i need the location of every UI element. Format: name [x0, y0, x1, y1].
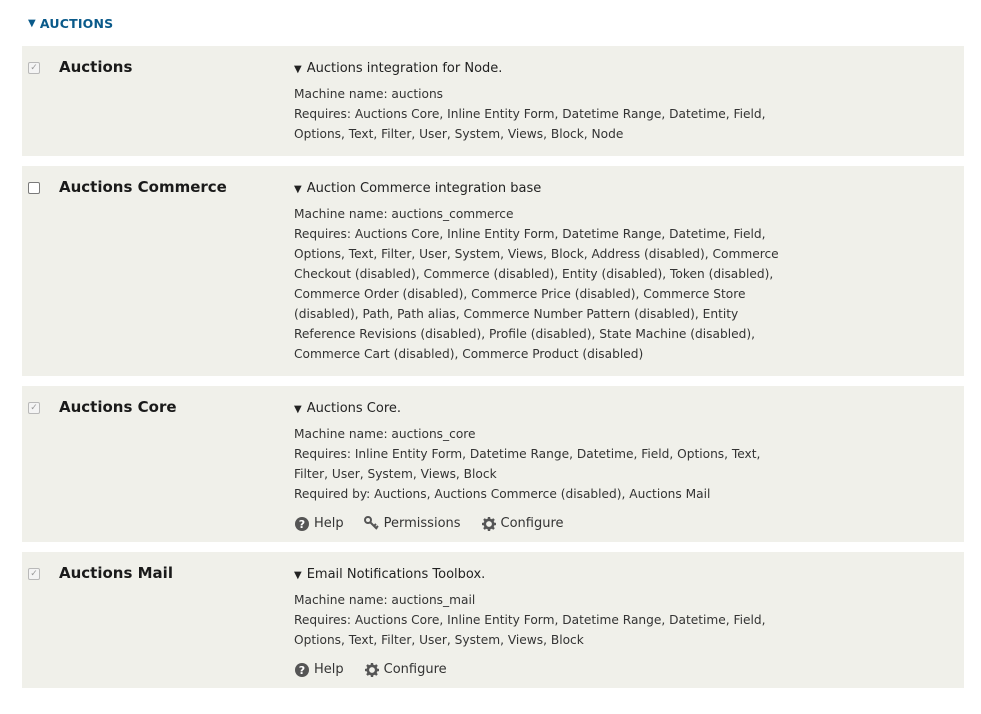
configure-link-label: Configure — [383, 662, 447, 677]
module-name: Auctions Mail — [59, 564, 173, 582]
triangle-down-icon: ▼ — [294, 64, 302, 75]
requires-list: Requires: Auctions Core, Inline Entity Form, Datetime Range, Datetime, Field, Options, Text, Filter, User, System, Views, Block, Node — [294, 107, 766, 141]
module-description-toggle[interactable] — [294, 59, 790, 80]
triangle-down-icon: ▼ — [28, 18, 36, 29]
configure-link[interactable] — [364, 660, 447, 680]
triangle-down-icon: ▼ — [294, 570, 302, 581]
module-description-toggle[interactable] — [294, 399, 790, 420]
requires-list: Requires: Inline Entity Form, Datetime Range, Datetime, Field, Options, Text, Filter, User, System, Views, Block — [294, 447, 761, 481]
module-row-auctions-core — [22, 386, 964, 542]
module-checkbox-auctions-commerce[interactable] — [28, 182, 40, 194]
module-checkbox-auctions-mail[interactable]: ✓ — [28, 568, 40, 580]
help-link[interactable] — [294, 514, 344, 534]
permissions-link[interactable] — [364, 514, 461, 534]
module-description-toggle[interactable] — [294, 565, 790, 586]
module-checkbox-auctions-core[interactable]: ✓ — [28, 402, 40, 414]
module-name: Auctions Commerce — [59, 178, 227, 196]
requires-list: Requires: Auctions Core, Inline Entity Form, Datetime Range, Datetime, Field, Options, Text, Filter, User, System, Views, Block, Address (disabled), Commerce Checkout (disabled), Commerce (disabled), Entity (disabled), Token (disabled), Commerce Order (disabled), Commerce Price (disabled), Commerce Store (disabled), Path, Path alias, Commerce Number Pattern (disabled), Entity Reference Revisions (disabled), Profile (disabled), State Machine (disabled), Commerce Cart (disabled), Commerce Product (disabled) — [294, 227, 779, 361]
machine-name: Machine name: auctions_commerce — [294, 207, 514, 221]
help-link-label: Help — [314, 516, 344, 531]
help-icon — [294, 662, 310, 678]
module-description: Auction Commerce integration base — [306, 181, 542, 196]
module-details — [294, 399, 790, 534]
required-by-list: Required by: Auctions, Auctions Commerce (disabled), Auctions Mail — [294, 487, 711, 501]
module-name: Auctions Core — [59, 398, 177, 416]
svg-text:?: ? — [298, 518, 306, 531]
help-link[interactable] — [294, 660, 344, 680]
configure-link-label: Configure — [500, 516, 564, 531]
machine-name: Machine name: auctions_core — [294, 427, 476, 441]
triangle-down-icon: ▼ — [294, 184, 302, 195]
module-links — [294, 660, 790, 680]
module-description: Auctions Core. — [306, 401, 402, 416]
module-name: Auctions — [59, 58, 133, 76]
gear-icon — [481, 516, 497, 532]
permissions-link-label: Permissions — [383, 516, 461, 531]
section-title: AUCTIONS — [39, 16, 114, 31]
machine-name: Machine name: auctions — [294, 87, 444, 101]
module-row-auctions-commerce — [22, 166, 964, 376]
module-description: Auctions integration for Node. — [306, 61, 503, 76]
module-details — [294, 59, 790, 144]
gear-icon — [364, 662, 380, 678]
section-toggle-auctions[interactable] — [28, 16, 113, 31]
requires-list: Requires: Auctions Core, Inline Entity Form, Datetime Range, Datetime, Field, Options, Text, Filter, User, System, Views, Block — [294, 613, 766, 647]
module-links — [294, 514, 790, 534]
module-checkbox-auctions[interactable]: ✓ — [28, 62, 40, 74]
help-icon — [294, 516, 310, 532]
help-link-label: Help — [314, 662, 344, 677]
module-details — [294, 565, 790, 680]
module-description: Email Notifications Toolbox. — [306, 567, 486, 582]
machine-name: Machine name: auctions_mail — [294, 593, 476, 607]
configure-link[interactable] — [481, 514, 564, 534]
key-icon — [364, 516, 380, 532]
module-row-auctions — [22, 46, 964, 156]
module-details — [294, 179, 790, 364]
triangle-down-icon: ▼ — [294, 404, 302, 415]
module-description-toggle[interactable] — [294, 179, 790, 200]
module-row-auctions-mail — [22, 552, 964, 688]
svg-text:?: ? — [298, 664, 306, 677]
